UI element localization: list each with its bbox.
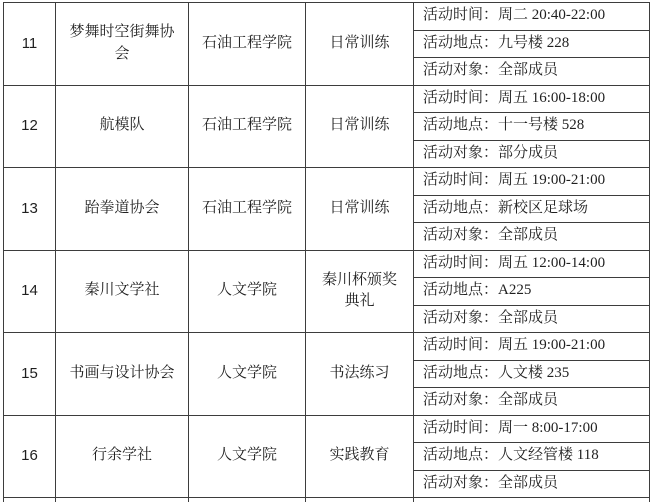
- cell-activity-time: 活动时间：周五 12:00-14:00: [414, 250, 650, 278]
- table-row-12: [4, 85, 650, 113]
- cell-college: 石油工程学院: [189, 85, 306, 168]
- cell-club-name: 跆拳道协会: [56, 168, 189, 251]
- cell-college: 人文学院: [189, 250, 306, 333]
- cell-college: 石油工程学院: [189, 168, 306, 251]
- club-activities-table: [3, 2, 650, 502]
- cell-activity-time: 活动时间：周五 16:00-18:00: [414, 85, 650, 113]
- table-row-15: [4, 333, 650, 361]
- table-row-16: [4, 415, 650, 443]
- cell-activity-audience: 活动对象：全部成员: [414, 470, 650, 498]
- cell-college: 人文学院: [189, 415, 306, 498]
- cell-serial-number: 15: [4, 333, 56, 416]
- cell-activity-audience: 活动对象：部分成员: [414, 140, 650, 168]
- cell-activity-time: 活动时间：周五 19:00-21:00: [414, 333, 650, 361]
- cell-activity-type: 实践教育: [306, 415, 414, 498]
- table-row-13: [4, 168, 650, 196]
- cell-activity-type: 日常训练: [306, 168, 414, 251]
- cell-college: 人文学院: [189, 333, 306, 416]
- cell-activity-location: 活动地点：人文经管楼 118: [414, 443, 650, 471]
- cell-activity-location: 活动地点：十一号楼 528: [414, 113, 650, 141]
- cell-activity-audience: 活动对象：全部成员: [414, 305, 650, 333]
- cell-partial: [56, 498, 189, 502]
- table-row-14: [4, 250, 650, 278]
- cell-activity-type: 日常训练: [306, 85, 414, 168]
- cell-partial: [414, 498, 650, 502]
- cell-partial: [4, 498, 56, 502]
- cell-activity-location: 活动地点：九号楼 228: [414, 30, 650, 58]
- cell-serial-number: 13: [4, 168, 56, 251]
- cell-activity-time: 活动时间：周五 19:00-21:00: [414, 168, 650, 196]
- cell-activity-type: 书法练习: [306, 333, 414, 416]
- cell-activity-audience: 活动对象：全部成员: [414, 223, 650, 251]
- cell-club-name: 行余学社: [56, 415, 189, 498]
- cell-college: 石油工程学院: [189, 3, 306, 86]
- cell-activity-type: 日常训练: [306, 3, 414, 86]
- cell-serial-number: 12: [4, 85, 56, 168]
- cell-activity-location: 活动地点：人文楼 235: [414, 360, 650, 388]
- cell-serial-number: 16: [4, 415, 56, 498]
- cell-club-name: 航模队: [56, 85, 189, 168]
- cell-activity-location: 活动地点：A225: [414, 278, 650, 306]
- cell-activity-audience: 活动对象：全部成员: [414, 58, 650, 86]
- cell-serial-number: 11: [4, 3, 56, 86]
- cell-partial: [189, 498, 306, 502]
- cell-activity-type: 秦川杯颁奖典礼: [306, 250, 414, 333]
- cell-activity-audience: 活动对象：全部成员: [414, 388, 650, 416]
- cell-partial: [306, 498, 414, 502]
- cell-activity-location: 活动地点：新校区足球场: [414, 195, 650, 223]
- cell-club-name: 秦川文学社: [56, 250, 189, 333]
- cell-club-name: 梦舞时空街舞协会: [56, 3, 189, 86]
- cell-serial-number: 14: [4, 250, 56, 333]
- table-row-partial: [4, 498, 650, 502]
- cell-activity-time: 活动时间：周二 20:40-22:00: [414, 3, 650, 31]
- cell-club-name: 书画与设计协会: [56, 333, 189, 416]
- cell-activity-time: 活动时间：周一 8:00-17:00: [414, 415, 650, 443]
- table-row-11: [4, 3, 650, 31]
